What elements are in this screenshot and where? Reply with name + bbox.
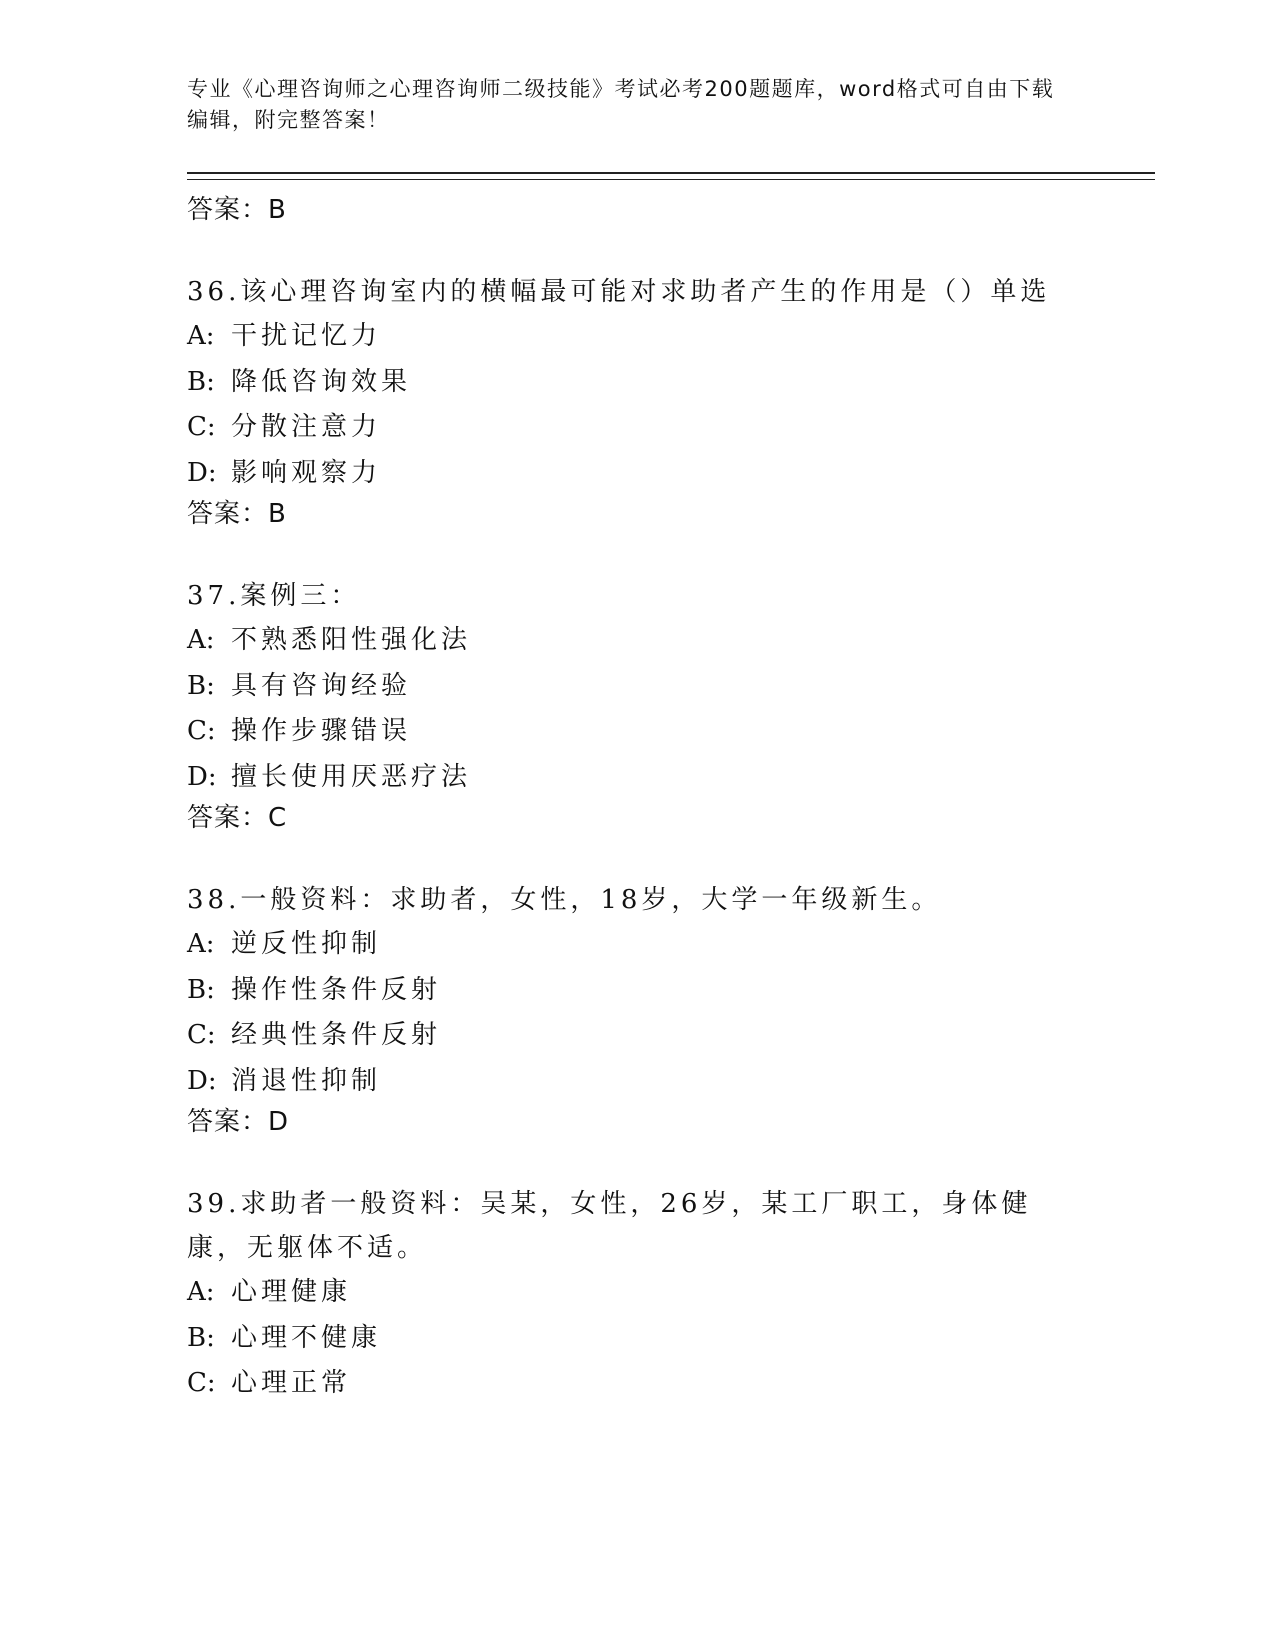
option-text: 影响观察力 xyxy=(231,457,382,488)
option-text: 分散注意力 xyxy=(231,412,382,442)
option-a xyxy=(187,314,1155,360)
option-text: 操作步骤错误 xyxy=(231,716,412,746)
option-a xyxy=(187,922,1155,968)
option-label: A: xyxy=(187,929,215,959)
question-block xyxy=(187,574,1155,834)
option-label: A: xyxy=(187,321,215,351)
option-text: 心理健康 xyxy=(231,1277,352,1307)
option-b xyxy=(187,1316,1155,1362)
option-c xyxy=(187,405,1155,451)
option-label: D: xyxy=(187,457,217,488)
previous-answer: 答案：B xyxy=(187,195,287,225)
option-text: 干扰记忆力 xyxy=(231,321,382,351)
option-text: 心理正常 xyxy=(231,1368,352,1398)
question-block xyxy=(187,270,1155,530)
option-label: B: xyxy=(187,366,215,397)
option-label: C: xyxy=(187,1368,216,1398)
answer-line: 答案：B xyxy=(187,499,287,529)
option-text: 具有咨询经验 xyxy=(231,670,412,701)
option-c xyxy=(187,1361,1155,1407)
option-text: 不熟悉阳性强化法 xyxy=(231,625,472,655)
option-label: C: xyxy=(187,716,216,746)
question-text: 39.求助者一般资料：吴某，女性，26岁，某工厂职工，身体健康，无躯体不适。 xyxy=(187,1189,1032,1263)
option-d xyxy=(187,1059,1155,1105)
option-text: 擅长使用厌恶疗法 xyxy=(231,761,472,792)
option-a xyxy=(187,1270,1155,1316)
option-label: D: xyxy=(187,761,217,792)
question-text: 36.该心理咨询室内的横幅最可能对求助者产生的作用是（）单选 xyxy=(187,277,1051,307)
option-label: C: xyxy=(187,1020,216,1050)
option-text: 降低咨询效果 xyxy=(231,366,412,397)
option-label: B: xyxy=(187,1322,215,1353)
answer-line: 答案：C xyxy=(187,803,288,833)
option-b xyxy=(187,664,1155,710)
option-text: 逆反性抑制 xyxy=(231,929,382,959)
option-c xyxy=(187,1013,1155,1059)
option-label: C: xyxy=(187,412,216,442)
option-c xyxy=(187,709,1155,755)
option-label: D: xyxy=(187,1065,217,1096)
option-text: 经典性条件反射 xyxy=(231,1020,442,1050)
option-text: 操作性条件反射 xyxy=(231,974,442,1005)
document-page xyxy=(187,74,1155,1407)
question-block xyxy=(187,1182,1155,1407)
option-d xyxy=(187,755,1155,801)
option-label: B: xyxy=(187,670,215,701)
document-header: 专业《心理咨询师之心理咨询师二级技能》考试必考200题题库，word格式可自由下载编辑，附完整答案！ xyxy=(187,77,1055,132)
question-list xyxy=(187,270,1155,1407)
option-d xyxy=(187,451,1155,497)
header-divider xyxy=(187,172,1155,180)
option-label: A: xyxy=(187,1277,215,1307)
option-text: 消退性抑制 xyxy=(231,1065,382,1096)
option-b xyxy=(187,968,1155,1014)
option-a xyxy=(187,618,1155,664)
option-text: 心理不健康 xyxy=(231,1322,382,1353)
answer-line: 答案：D xyxy=(187,1107,290,1137)
question-text: 38.一般资料：求助者，女性，18岁，大学一年级新生。 xyxy=(187,885,942,915)
question-block xyxy=(187,878,1155,1138)
option-label: B: xyxy=(187,974,215,1005)
question-text: 37.案例三： xyxy=(187,581,361,611)
option-b xyxy=(187,360,1155,406)
option-label: A: xyxy=(187,625,215,655)
